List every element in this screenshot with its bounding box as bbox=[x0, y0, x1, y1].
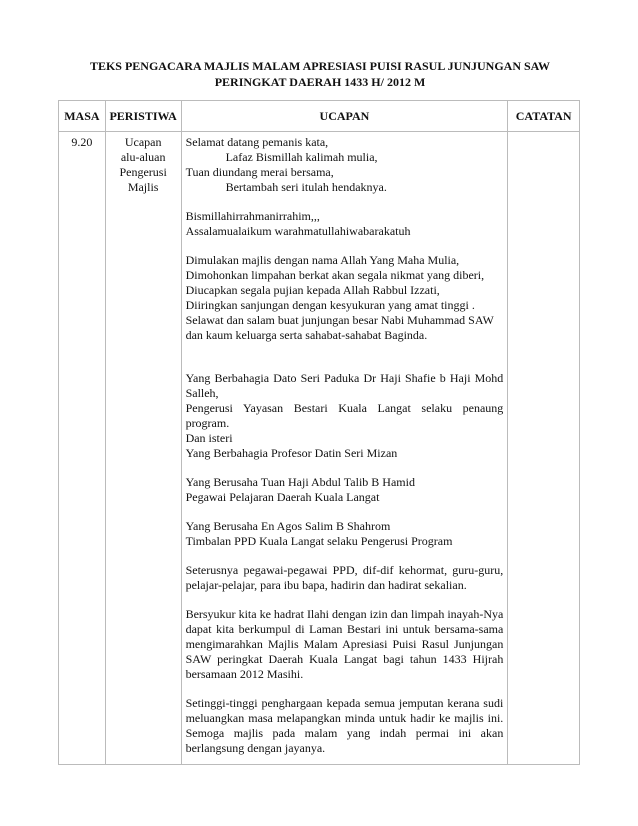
speech-line: Yang Berusaha Tuan Haji Abdul Talib B Hamid bbox=[185, 475, 415, 489]
speech-line: Dimohonkan limpahan berkat akan segala nikmat yang diberi, bbox=[185, 268, 485, 282]
speech-line: Diiringkan sanjungan dengan kesyukuran yang amat tinggi . bbox=[185, 298, 475, 312]
speech-line: dan kaum keluarga serta sahabat-sahabat Baginda. bbox=[185, 328, 428, 342]
speech-line: Timbalan PPD Kuala Langat selaku Pengerusi Program bbox=[185, 534, 453, 548]
document-title bbox=[60, 58, 580, 90]
table-header-row bbox=[59, 101, 580, 132]
gratitude-paragraph: Bersyukur kita ke hadrat Ilahi dengan izin dan limpah inayah-Nya dapat kita berkumpul di Laman Bestari ini untuk bersama-sama mengimarahkan Majlis Malam Apresiasi Puisi Rasul Junjungan SAW peringkat Daerah Kuala Langat bagi tahun 1433 Hijrah bersamaan 2012 Masihi. bbox=[185, 607, 504, 681]
speech-line: Yang Berbahagia Profesor Datin Seri Mizan bbox=[185, 446, 398, 460]
speech-line: Yang Berusaha En Agos Salim B Shahrom bbox=[185, 519, 391, 533]
speech-line: Yang Berbahagia Dato Seri Paduka Dr Haji Shafie b Haji Mohd Salleh, bbox=[185, 371, 504, 400]
speech-line: Bertambah seri itulah hendaknya. bbox=[225, 180, 387, 194]
vip-paragraph bbox=[186, 371, 504, 461]
audience-paragraph: Seterusnya pegawai-pegawai PPD, dif-dif kehormat, guru-guru, pelajar-pelajar, para ibu bapa, hadirin dan hadirat sekalian. bbox=[185, 563, 504, 592]
title-line-2: PERINGKAT DAERAH 1433 H/ 2012 M bbox=[214, 75, 426, 89]
speech-line: Tuan diundang merai bersama, bbox=[185, 165, 334, 179]
speech-line: Selawat dan salam buat junjungan besar Nabi Muhammad SAW bbox=[185, 313, 494, 327]
catatan-cell bbox=[508, 132, 580, 765]
speech-line: Assalamualaikum warahmatullahiwabarakatuh bbox=[185, 224, 411, 238]
header-peristiwa: PERISTIWA bbox=[105, 101, 181, 132]
opening-paragraph bbox=[186, 253, 504, 343]
greeting-paragraph bbox=[186, 209, 504, 239]
speech-line: Diucapkan segala pujian kepada Allah Rabbul Izzati, bbox=[185, 283, 440, 297]
table-row bbox=[59, 132, 580, 765]
speech-line: Lafaz Bismillah kalimah mulia, bbox=[225, 150, 378, 164]
speech-line: Selamat datang pemanis kata, bbox=[185, 135, 329, 149]
speech-line: Dan isteri bbox=[185, 431, 233, 445]
event-cell bbox=[105, 132, 181, 765]
appreciation-paragraph: Setinggi-tinggi penghargaan kepada semua jemputan kerana sudi meluangkan masa melapangkan minda untuk hadir ke majlis ini. Semoga majlis pada malam yang indah permai ini akan berlangsung dengan jayanya. bbox=[185, 696, 504, 755]
speech-line: Bismillahirrahmanirrahim,,, bbox=[185, 209, 320, 223]
speech-line: Pengerusi Yayasan Bestari Kuala Langat selaku penaung program. bbox=[185, 401, 504, 430]
schedule-table bbox=[58, 100, 580, 765]
pantun-paragraph bbox=[186, 135, 504, 195]
event-line: Majlis bbox=[127, 180, 159, 194]
deputy-paragraph bbox=[186, 519, 504, 549]
speech-line: Dimulakan majlis dengan nama Allah Yang Maha Mulia, bbox=[185, 253, 460, 267]
speech-cell bbox=[181, 132, 508, 765]
header-catatan: CATATAN bbox=[508, 101, 580, 132]
ppd-paragraph bbox=[186, 475, 504, 505]
title-line-1: TEKS PENGACARA MAJLIS MALAM APRESIASI PUISI RASUL JUNJUNGAN SAW bbox=[89, 59, 551, 73]
event-line: alu-aluan bbox=[120, 150, 166, 164]
header-ucapan: UCAPAN bbox=[181, 101, 508, 132]
time-cell: 9.20 bbox=[59, 132, 106, 765]
event-line: Ucapan bbox=[124, 135, 162, 149]
header-masa: MASA bbox=[59, 101, 106, 132]
event-line: Pengerusi bbox=[119, 165, 167, 179]
speech-line: Pegawai Pelajaran Daerah Kuala Langat bbox=[185, 490, 380, 504]
